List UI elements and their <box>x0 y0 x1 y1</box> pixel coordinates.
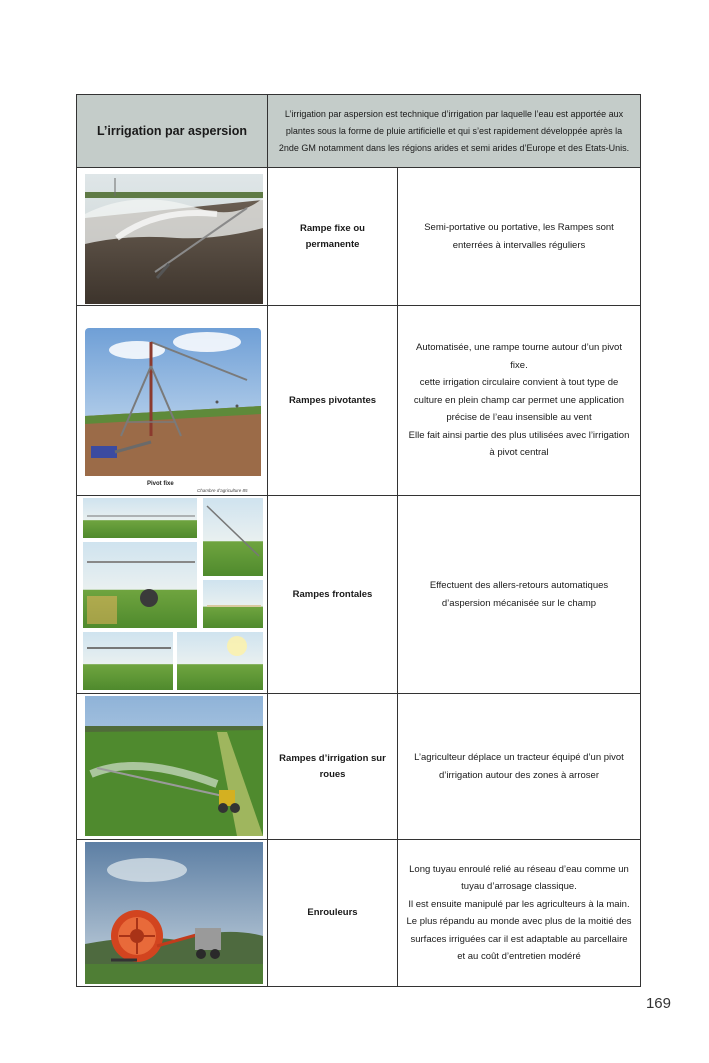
center-pivot-photo <box>77 306 268 496</box>
description-line: L’agriculteur déplace un tracteur équipé d’un pivot d’irrigation autour des zones à arroser <box>414 752 624 781</box>
table-title: L’irrigation par aspersion <box>77 95 268 168</box>
method-description <box>398 694 641 840</box>
description-line: Long tuyau enroulé relié au réseau d’eau comme un tuyau d’arrosage classique. <box>409 863 629 892</box>
method-name: Rampes pivotantes <box>268 306 398 496</box>
table-header-row <box>77 95 641 168</box>
table-row <box>77 694 641 840</box>
method-description <box>398 496 641 694</box>
wheel-line-photo <box>77 694 268 840</box>
table-row <box>77 168 641 306</box>
description-line: Elle fait ainsi partie des plus utilisées avec l’irrigation à pivot central <box>408 429 630 459</box>
table-intro: L’irrigation par aspersion est technique d’irrigation par laquelle l’eau est apportée aux plantes sous la forme de pluie artificielle et qui s’est rapidement développée après la 2nde GM notamment dans les régions arides et semi arides d’Europe et des Etats-Unis. <box>268 95 641 168</box>
description-line: Le plus répandu au monde avec plus de la moitié des surfaces irriguées car il est adaptable au parcellaire et au coût d’entretien modéré <box>406 916 632 962</box>
description-line: cette irrigation circulaire convient à tout type de culture en plein champ car permet une application précise de l’eau insensible au vent <box>413 377 625 424</box>
description-line: Il est ensuite manipulé par les agriculteurs à la main. <box>408 898 630 910</box>
description-line: Effectuent des allers-retours automatiques d’aspersion mécanisée sur le champ <box>429 580 609 609</box>
method-name: Rampes frontales <box>268 496 398 694</box>
photo-credit: Chambre d’agriculture 85 <box>197 488 248 493</box>
table-row <box>77 496 641 694</box>
sprinkler-field-photo <box>77 168 268 306</box>
method-name: Rampe fixe ou permanente <box>268 168 398 306</box>
linear-move-collage <box>77 496 268 694</box>
method-description <box>398 840 641 987</box>
method-description <box>398 168 641 306</box>
table-row <box>77 840 641 987</box>
description-line: Automatisée, une rampe tourne autour d’un pivot fixe. <box>416 342 622 371</box>
irrigation-table <box>76 94 641 987</box>
method-description <box>398 306 641 496</box>
method-name: Rampes d’irrigation sur roues <box>268 694 398 840</box>
method-name: Enrouleurs <box>268 840 398 987</box>
table-row <box>77 306 641 496</box>
hose-reel-photo <box>77 840 268 987</box>
description-line: Semi-portative ou portative, les Rampes sont enterrées à intervalles réguliers <box>424 222 614 251</box>
photo-caption: Pivot fixe <box>147 481 174 487</box>
page-number: 169 <box>645 995 671 1012</box>
